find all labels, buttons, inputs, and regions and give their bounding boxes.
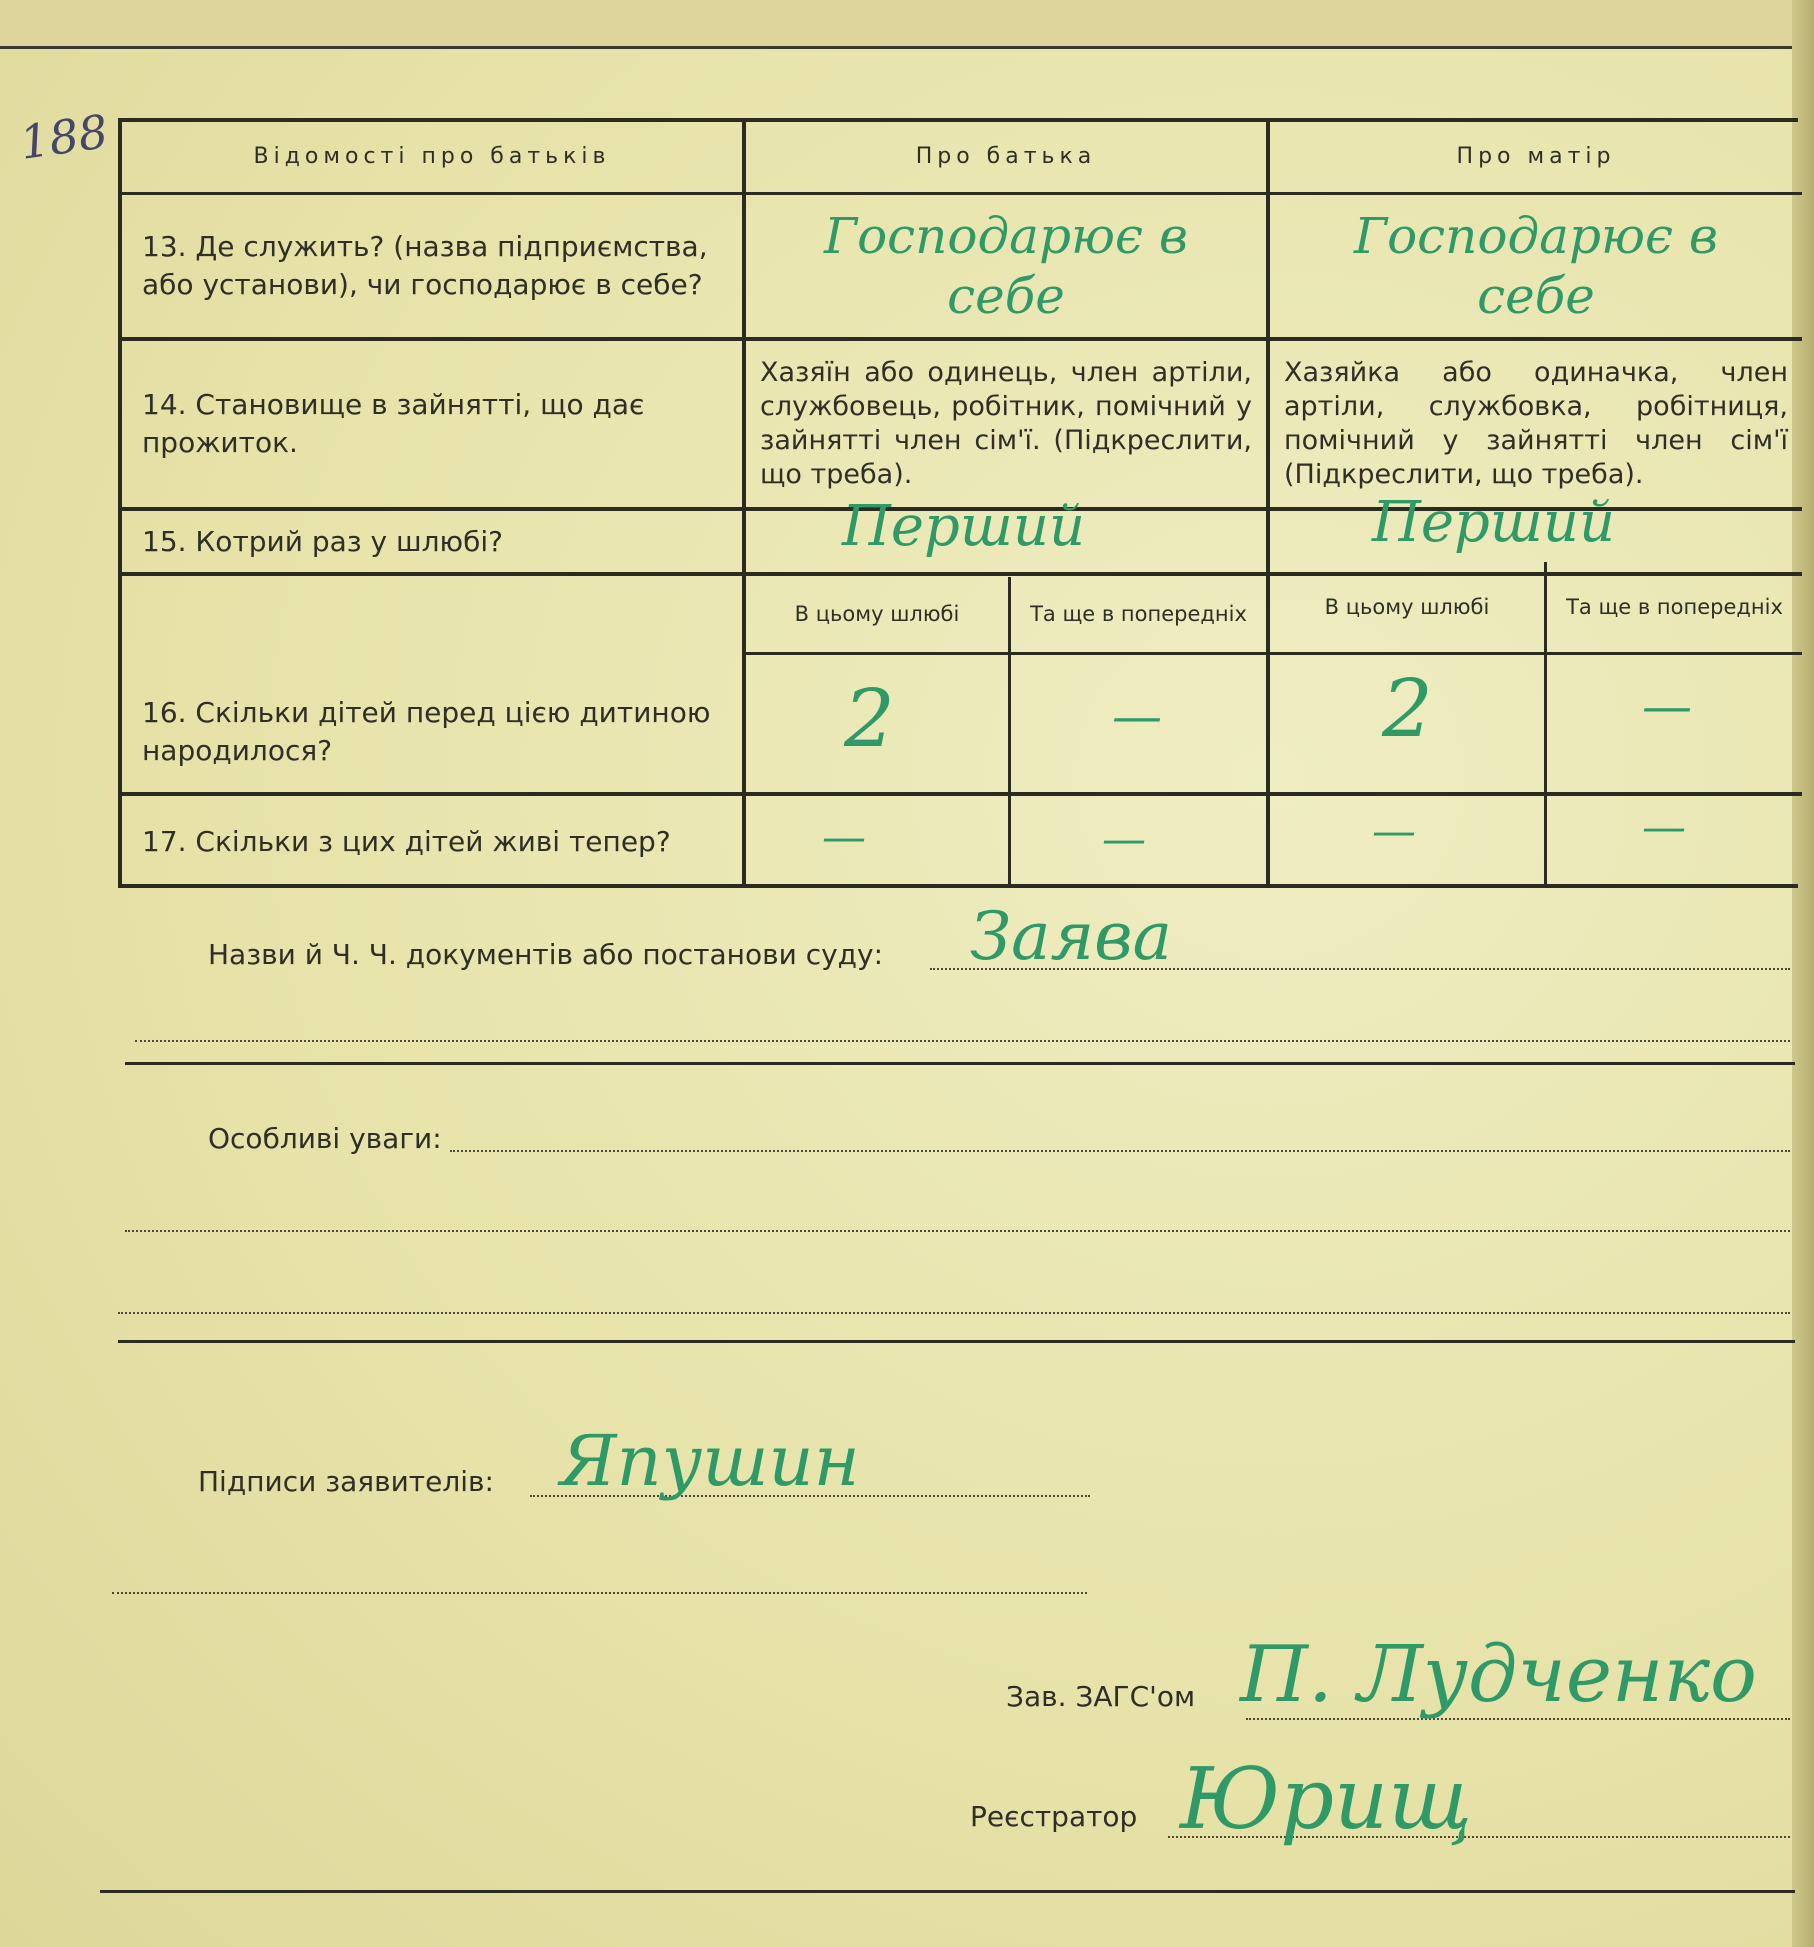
registrar-signature: Юрищ [1180, 1750, 1473, 1848]
answer-13-father: Господарює в себе [823, 207, 1189, 325]
answer-16-mother-prev: — [1642, 677, 1692, 735]
header-father: Про батька [915, 144, 1097, 169]
remarks-dotted-line-1 [450, 1150, 1790, 1152]
remarks-label: Особливі уваги: [208, 1122, 442, 1155]
page-top-edge [0, 0, 1814, 49]
documents-dotted-line-2 [135, 1040, 1790, 1042]
answer-17-mother-prev: — [1642, 802, 1686, 853]
question-14: 14. Становище в зайнятті, що дає прожиток. [142, 388, 645, 459]
header-mother: Про матір [1456, 144, 1616, 169]
documents-value: Заява [970, 898, 1172, 975]
subheader-mother-previous: Та ще в попередніх [1566, 594, 1783, 619]
section-rule-2 [118, 1340, 1795, 1343]
subheader-mother-this-marriage: В цьому шлюбі [1324, 594, 1490, 619]
answer-16-mother-this: 2 [1382, 662, 1433, 755]
question-16: 16. Скільки дітей перед цією дитиною народилося? [142, 696, 711, 767]
section-rule-1 [125, 1062, 1795, 1065]
question-17: 17. Скільки з цих дітей живі тепер? [142, 825, 671, 858]
answer-16-father-prev: — [1112, 687, 1162, 745]
subheader-father-previous: Та ще в попередніх [1030, 601, 1247, 626]
head-label: Зав. ЗАГС'ом [1006, 1680, 1196, 1713]
signatures-dotted-line-2 [112, 1592, 1087, 1594]
answer-16-father-this: 2 [844, 672, 895, 765]
registrar-label: Реєстратор [970, 1800, 1138, 1833]
remarks-dotted-line-3 [118, 1312, 1790, 1314]
parents-info-table [118, 118, 1798, 888]
head-signature: П. Лудченко [1240, 1630, 1757, 1720]
options-14-father: Хазяїн або одинець, член артіли, службовець, робітник, помічний у зайнятті член сім'ї. (Підкреслити, що треба). [760, 357, 1252, 490]
remarks-dotted-line-2 [125, 1230, 1790, 1232]
answer-17-father-this: — [822, 812, 866, 863]
options-14-mother: Хазяйка або одиначка, член артіли, службовка, робітниця, помічний у зайнятті член сім'ї (Підкреслити, що треба). [1284, 357, 1788, 490]
question-13: 13. Де служить? (назва підприємства, або установи), чи господарює в себе? [142, 230, 708, 301]
question-15: 15. Котрий раз у шлюбі? [142, 524, 504, 558]
margin-note: 188 [16, 104, 112, 170]
header-parents-info: Відомості про батьків [253, 144, 611, 169]
answer-15-mother: Перший [1372, 490, 1616, 555]
answer-15-father: Перший [842, 494, 1086, 559]
signatures-label: Підписи заявителів: [198, 1465, 494, 1498]
answer-17-father-prev: — [1102, 814, 1146, 865]
bottom-rule [100, 1890, 1795, 1893]
answer-13-mother: Господарює в себе [1353, 207, 1719, 325]
documents-label: Назви й Ч. Ч. документів або постанови суду: [208, 938, 884, 971]
signatures-value: Япушин [560, 1420, 860, 1502]
answer-17-mother-this: — [1372, 806, 1416, 857]
subheader-father-this-marriage: В цьому шлюбі [794, 601, 960, 626]
